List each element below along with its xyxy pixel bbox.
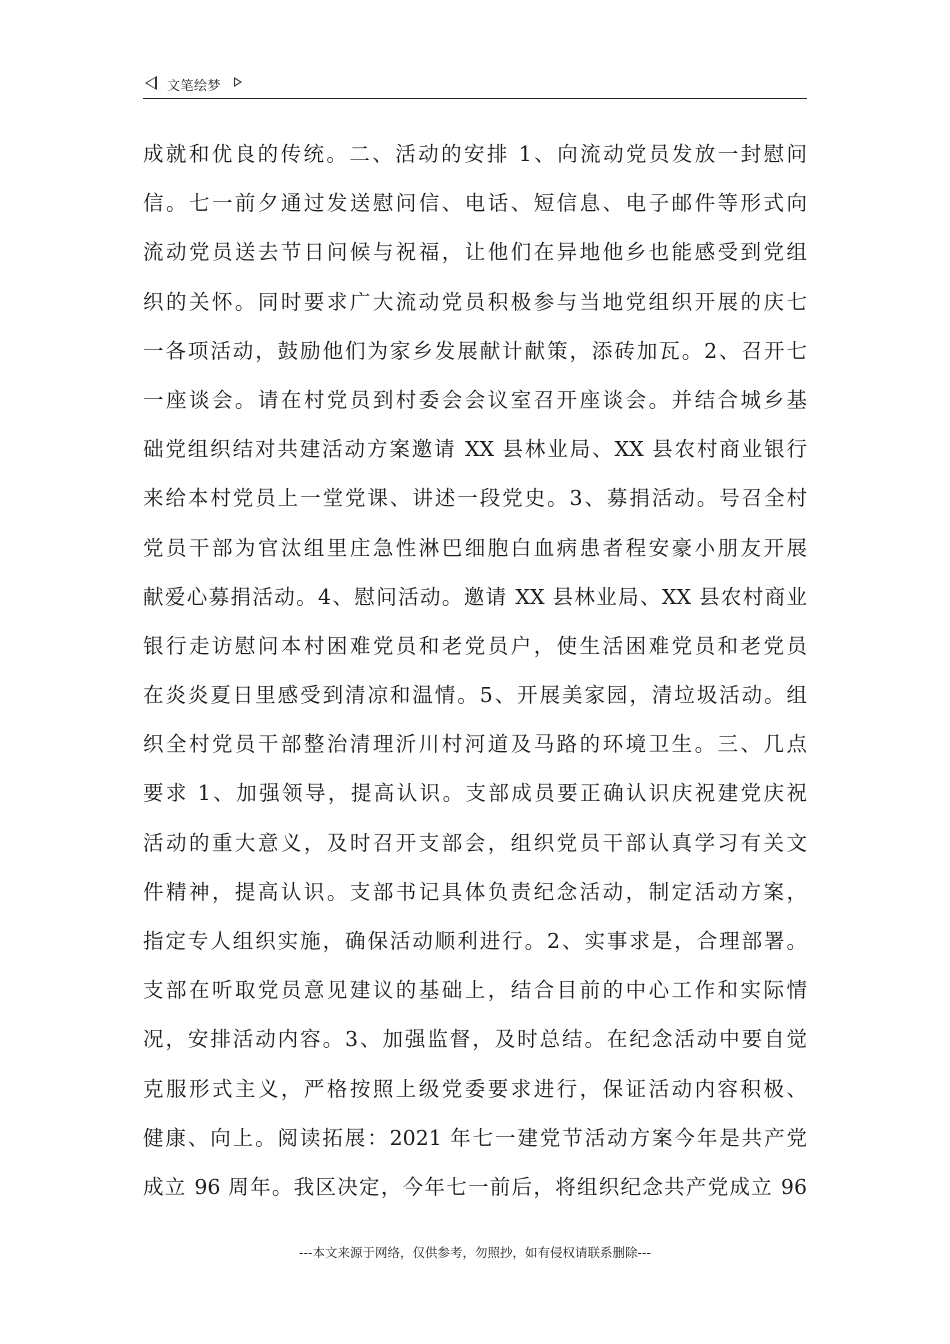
body-line: 献爱心募捐活动。4、慰问活动。邀请 XX 县林业局、XX 县农村商业	[143, 584, 807, 609]
body-line: 来给本村党员上一堂党课、讲述一段党史。3、募捐活动。号召全村	[143, 486, 807, 511]
triangle-left-icon	[145, 76, 157, 90]
body-line: 活动的重大意义，及时召开支部会，组织党员干部认真学习有关文	[143, 830, 807, 855]
body-line: 信。七一前夕通过发送慰问信、电话、短信息、电子邮件等形式向	[143, 191, 807, 216]
body-line: 件精神，提高认识。支部书记具体负责纪念活动，制定活动方案，	[143, 879, 807, 904]
body-line: 党员干部为官汰组里庄急性淋巴细胞白血病患者程安豪小朋友开展	[143, 535, 807, 560]
body-line: 一各项活动，鼓励他们为家乡发展献计献策，添砖加瓦。2、召开七	[143, 338, 807, 363]
page-header	[143, 72, 807, 99]
body-line: 银行走访慰问本村困难党员和老党员户，使生活困难党员和老党员	[143, 633, 807, 658]
body-line: 织的关怀。同时要求广大流动党员积极参与当地党组织开展的庆七	[143, 289, 807, 314]
source-disclaimer: ---本文来源于网络，仅供参考，勿照抄，如有侵权请联系删除---	[298, 1245, 652, 1260]
document-body	[143, 130, 807, 1212]
body-line: 指定专人组织实施，确保活动顺利进行。2、实事求是，合理部署。	[143, 929, 807, 953]
triangle-right-icon	[234, 77, 242, 87]
body-line: 础党组织结对共建活动方案邀请 XX 县林业局、XX 县农村商业银行	[143, 437, 807, 462]
body-line: 支部在听取党员意见建议的基础上，结合目前的中心工作和实际情	[143, 978, 807, 1003]
body-line: 健康、向上。阅读拓展：2021 年七一建党节活动方案今年是共产党	[143, 1125, 807, 1150]
body-line: 要求 1、加强领导，提高认识。支部成员要正确认识庆祝建党庆祝	[143, 781, 807, 806]
body-line: 成就和优良的传统。二、活动的安排 1、向流动党员发放一封慰问	[143, 142, 807, 166]
body-line: 成立 96 周年。我区决定，今年七一前后，将组织纪念共产党成立 96	[143, 1174, 807, 1199]
body-line: 克服形式主义，严格按照上级党委要求进行，保证活动内容积极、	[143, 1076, 807, 1101]
header-brand: 文笔绘梦	[167, 79, 222, 94]
body-line: 况，安排活动内容。3、加强监督，及时总结。在纪念活动中要自觉	[143, 1027, 807, 1052]
body-line: 在炎炎夏日里感受到清凉和温情。5、开展美家园，清垃圾活动。组	[143, 683, 807, 708]
body-line: 流动党员送去节日问候与祝福，让他们在异地他乡也能感受到党组	[143, 240, 807, 265]
body-line: 织全村党员干部整治清理沂川村河道及马路的环境卫生。三、几点	[143, 732, 807, 757]
body-line: 一座谈会。请在村党员到村委会会议室召开座谈会。并结合城乡基	[143, 387, 807, 412]
